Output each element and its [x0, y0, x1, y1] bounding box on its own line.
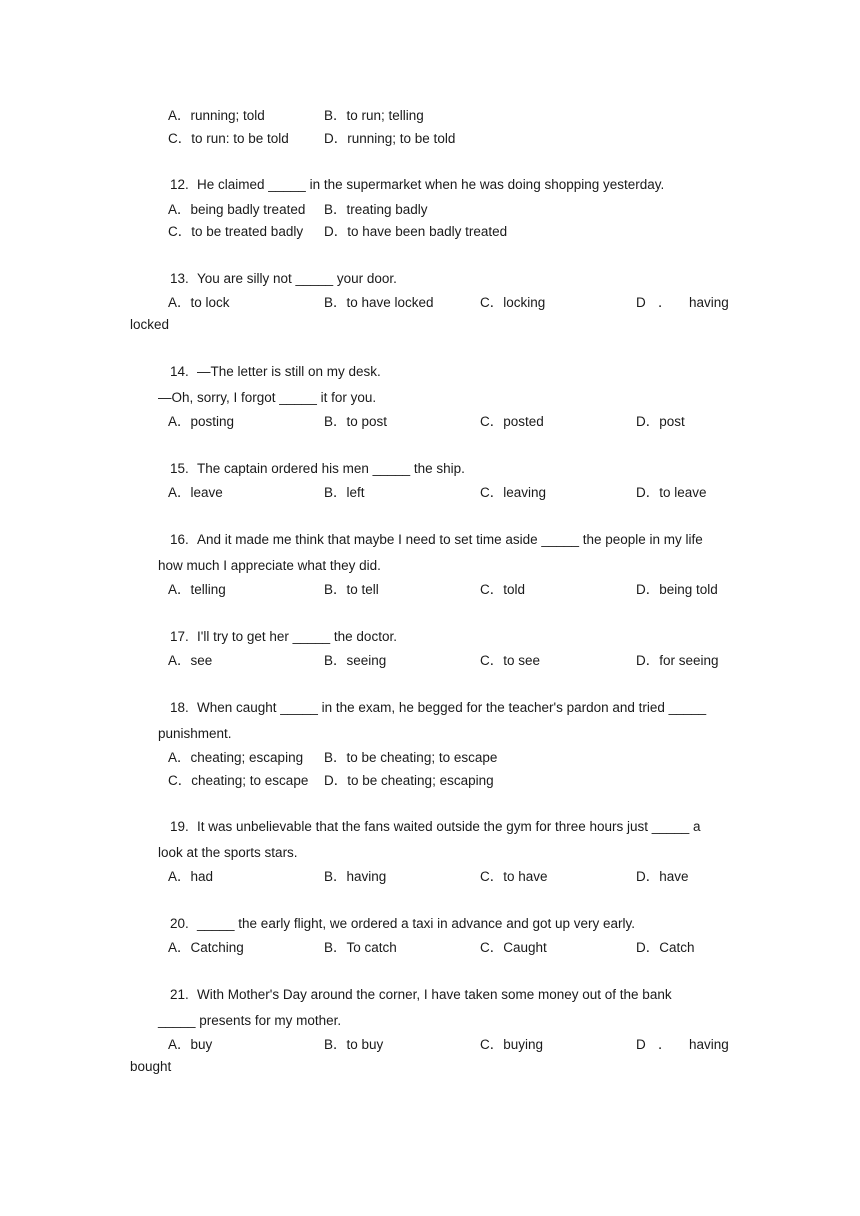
option-b[interactable]: B．having [324, 869, 387, 884]
question-number: 17. [170, 629, 189, 644]
option-b[interactable]: B．seeing [324, 653, 387, 668]
option-a[interactable]: A．had [168, 869, 214, 884]
question-stem: I'll try to get her _____ the doctor. [197, 629, 397, 644]
option-d-separator: ． [658, 295, 672, 310]
question-number: 19. [170, 819, 189, 834]
question-stem-continued: look at the sports stars. [158, 845, 298, 860]
question-stem: —The letter is still on my desk. [197, 364, 381, 379]
option-c[interactable]: C．cheating; to escape [168, 773, 309, 788]
option-d-letter[interactable]: D [636, 295, 646, 310]
question-number: 18. [170, 700, 189, 715]
option-a[interactable]: A．leave [168, 485, 223, 500]
option-b[interactable]: B．to be cheating; to escape [324, 750, 498, 765]
option-b[interactable]: B．to tell [324, 582, 379, 597]
option-c[interactable]: C．to see [480, 653, 541, 668]
question-stem: He claimed _____ in the supermarket when he was doing shopping yesterday. [197, 177, 665, 192]
question-stem: It was unbelievable that the fans waited outside the gym for three hours just _____ a [197, 819, 701, 834]
option-c[interactable]: C．to have [480, 869, 548, 884]
question-number: 13. [170, 271, 189, 286]
option-d-text-wrap: locked [130, 317, 170, 332]
question-stem-continued: how much I appreciate what they did. [158, 558, 381, 573]
option-d[interactable]: D．post [636, 414, 685, 429]
question-number: 15. [170, 461, 189, 476]
option-a[interactable]: A．see [168, 653, 213, 668]
option-c[interactable]: C．buying [480, 1037, 544, 1052]
question-stem-reply: —Oh, sorry, I forgot _____ it for you. [158, 390, 377, 405]
question-stem-continued: _____ presents for my mother. [158, 1013, 342, 1028]
option-c[interactable]: C．to be treated badly [168, 224, 304, 239]
option-b[interactable]: B．To catch [324, 940, 397, 955]
option-a[interactable]: A．buy [168, 1037, 213, 1052]
question-number: 21. [170, 987, 189, 1002]
question-stem-continued: punishment. [158, 726, 232, 741]
option-a[interactable]: A．to lock [168, 295, 230, 310]
option-d-letter[interactable]: D [636, 1037, 646, 1052]
option-d-text[interactable]: having [689, 1037, 729, 1052]
option-b[interactable]: B．treating badly [324, 202, 428, 217]
option-b[interactable]: B．to buy [324, 1037, 384, 1052]
option-c[interactable]: C．Caught [480, 940, 547, 955]
option-a[interactable]: A．telling [168, 582, 226, 597]
option-d[interactable]: D．for seeing [636, 653, 719, 668]
option-c[interactable]: C．locking [480, 295, 546, 310]
option-d[interactable]: D．being told [636, 582, 718, 597]
option-a[interactable]: A．Catching [168, 940, 244, 955]
option-d-text[interactable]: having [689, 295, 729, 310]
question-stem: When caught _____ in the exam, he begged for the teacher's pardon and tried _____ [197, 700, 707, 715]
question-number: 20. [170, 916, 189, 931]
option-a[interactable]: A．being badly treated [168, 202, 306, 217]
question-stem: And it made me think that maybe I need to set time aside _____ the people in my life [197, 532, 703, 547]
option-d-separator: ． [658, 1037, 672, 1052]
question-stem: The captain ordered his men _____ the ship. [197, 461, 465, 476]
question-stem: You are silly not _____ your door. [197, 271, 397, 286]
option-a[interactable]: A．posting [168, 414, 235, 429]
option-b[interactable]: B．to have locked [324, 295, 434, 310]
option-a[interactable]: A．cheating; escaping [168, 750, 304, 765]
option-b[interactable]: B．to post [324, 414, 388, 429]
option-d[interactable]: D．running; to be told [324, 131, 456, 146]
option-b[interactable]: B．left [324, 485, 365, 500]
option-c[interactable]: C．posted [480, 414, 544, 429]
option-d[interactable]: D．have [636, 869, 689, 884]
question-stem: _____ the early flight, we ordered a taxi in advance and got up very early. [197, 916, 636, 931]
option-d[interactable]: D．to leave [636, 485, 707, 500]
option-d[interactable]: D．Catch [636, 940, 695, 955]
option-d[interactable]: D．to be cheating; escaping [324, 773, 494, 788]
option-c[interactable]: C．told [480, 582, 526, 597]
question-number: 14. [170, 364, 189, 379]
option-c[interactable]: C．to run: to be told [168, 131, 289, 146]
option-a[interactable]: A．running; told [168, 108, 265, 123]
option-d-text-wrap: bought [130, 1059, 172, 1074]
option-c[interactable]: C．leaving [480, 485, 547, 500]
question-number: 16. [170, 532, 189, 547]
option-d[interactable]: D．to have been badly treated [324, 224, 508, 239]
question-number: 12. [170, 177, 189, 192]
question-stem: With Mother's Day around the corner, I have taken some money out of the bank [197, 987, 672, 1002]
option-b[interactable]: B．to run; telling [324, 108, 424, 123]
